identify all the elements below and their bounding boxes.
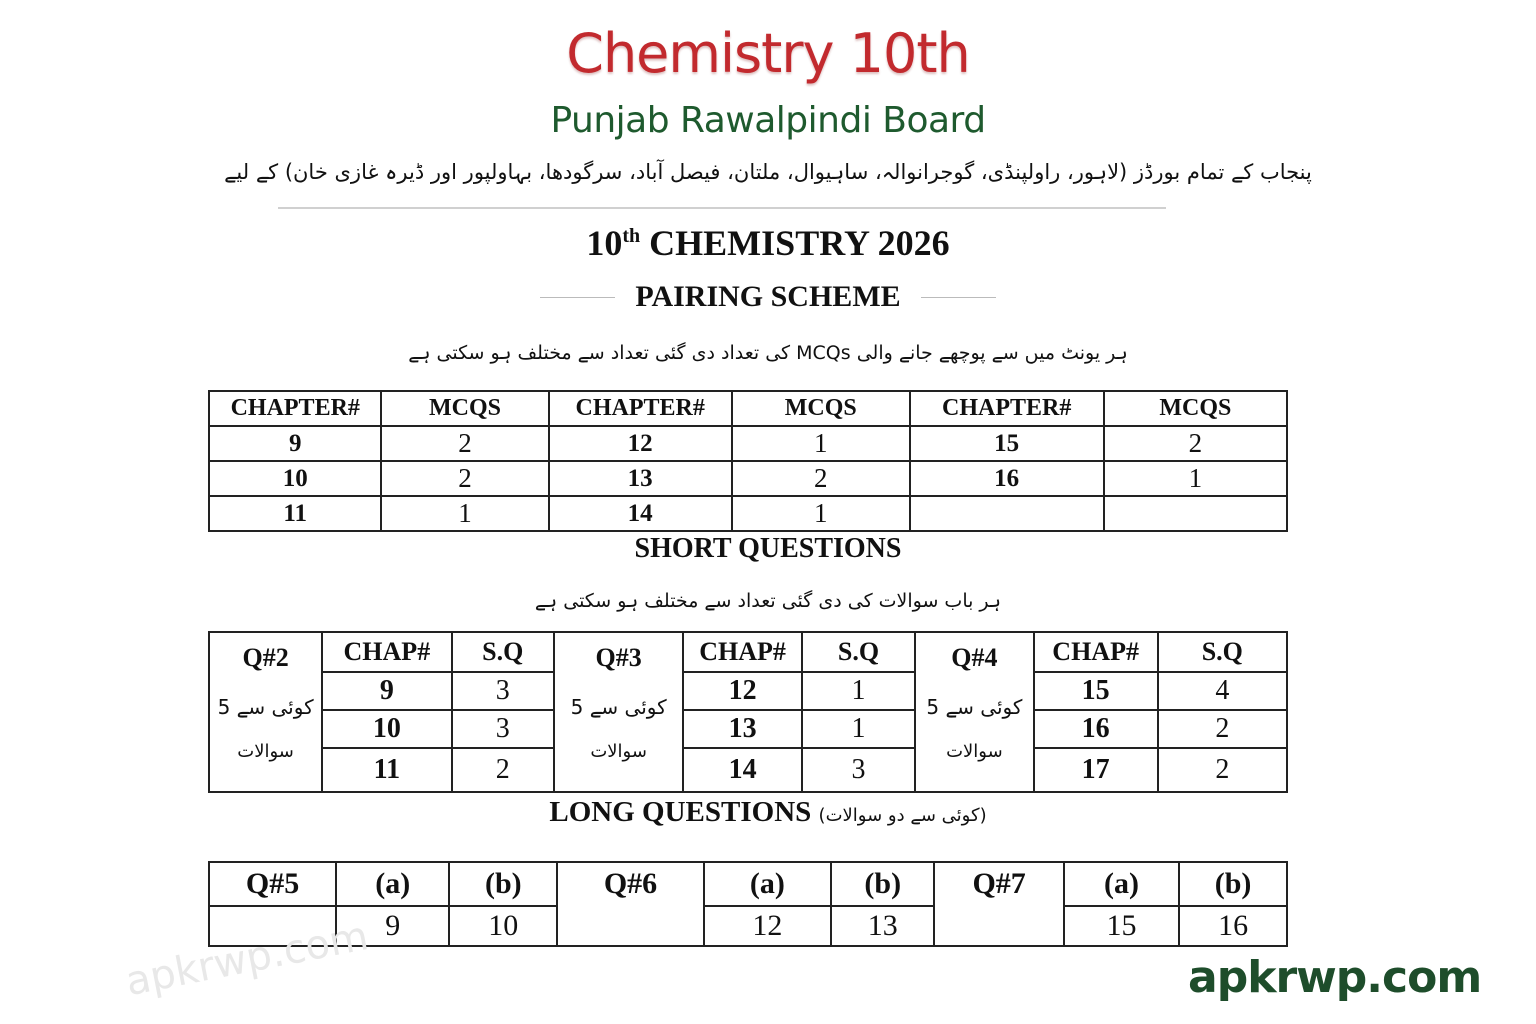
question-label: Q#2 bbox=[242, 643, 289, 672]
col-header: MCQS bbox=[732, 391, 910, 426]
question-cell-q4 bbox=[915, 632, 1034, 792]
chapter-cell: 10 bbox=[209, 461, 381, 496]
sq-count-cell: 4 bbox=[1158, 672, 1287, 710]
chapter-cell: 15 bbox=[1034, 672, 1158, 710]
chapter-cell: 14 bbox=[549, 496, 732, 531]
chapter-cell: 13 bbox=[683, 710, 802, 748]
part-b-chapter: 13 bbox=[831, 906, 934, 946]
pairing-scheme-row bbox=[0, 280, 1536, 314]
mcq-count-cell: 2 bbox=[732, 461, 910, 496]
sq-count-cell: 3 bbox=[802, 748, 915, 792]
chapter-cell: 17 bbox=[1034, 748, 1158, 792]
short-questions-heading: SHORT QUESTIONS bbox=[634, 533, 902, 564]
sq-count-cell: 2 bbox=[1158, 710, 1287, 748]
mcq-count-cell: 1 bbox=[732, 426, 910, 461]
col-header-chap: CHAP# bbox=[1034, 632, 1158, 672]
col-header-sq: S.Q bbox=[802, 632, 915, 672]
question-urdu-line1: کوئی سے 5 bbox=[570, 695, 667, 719]
divider-right bbox=[921, 297, 996, 298]
part-a-label: (a) bbox=[1064, 862, 1179, 906]
mcq-count-cell bbox=[1104, 496, 1287, 531]
mcq-note-urdu: ہر یونٹ میں سے پوچھے جانے والی MCQs کی تعداد دی گئی تعداد سے مختلف ہو سکتی ہے bbox=[408, 342, 1128, 364]
sq-count-cell: 1 bbox=[802, 710, 915, 748]
table-row bbox=[209, 496, 1287, 531]
mcq-count-cell: 2 bbox=[381, 461, 548, 496]
mcq-table bbox=[208, 390, 1288, 532]
mcq-count-cell: 1 bbox=[1104, 461, 1287, 496]
col-header: CHAPTER# bbox=[549, 391, 732, 426]
chapter-cell: 14 bbox=[683, 748, 802, 792]
table-header-row bbox=[209, 391, 1287, 426]
part-a-chapter: 9 bbox=[336, 906, 449, 946]
pairing-scheme-title: PAIRING SCHEME bbox=[635, 280, 901, 313]
chapter-cell: 13 bbox=[549, 461, 732, 496]
question-cell-q2 bbox=[209, 632, 322, 792]
chapter-cell: 10 bbox=[322, 710, 451, 748]
long-questions-title: LONG QUESTIONS bbox=[549, 796, 812, 828]
table-row bbox=[209, 748, 1287, 792]
table-row bbox=[209, 461, 1287, 496]
part-a-label: (a) bbox=[704, 862, 831, 906]
mcq-count-cell: 2 bbox=[381, 426, 548, 461]
chapter-cell: 12 bbox=[683, 672, 802, 710]
long-questions-table bbox=[208, 861, 1288, 947]
sq-count-cell: 1 bbox=[802, 672, 915, 710]
main-title: Chemistry 10th bbox=[566, 22, 970, 85]
divider-left bbox=[540, 297, 615, 298]
board-title: Punjab Rawalpindi Board bbox=[550, 100, 986, 141]
col-header-chap: CHAP# bbox=[322, 632, 451, 672]
table-row bbox=[209, 672, 1287, 710]
chapter-cell: 9 bbox=[209, 426, 381, 461]
question-label: Q#3 bbox=[595, 643, 642, 672]
chapter-cell: 16 bbox=[1034, 710, 1158, 748]
part-a-label: (a) bbox=[336, 862, 449, 906]
question-urdu-line1: کوئی سے 5 bbox=[217, 695, 314, 719]
short-questions-note-urdu: ہر باب سوالات کی دی گئی تعداد سے مختلف ہو سکتی ہے bbox=[534, 590, 1002, 612]
question-label: Q#4 bbox=[951, 643, 998, 672]
question-urdu-line2: سوالات bbox=[946, 741, 1003, 762]
chapter-cell: 11 bbox=[209, 496, 381, 531]
question-label-q6: Q#6 bbox=[557, 862, 704, 946]
part-a-chapter: 12 bbox=[704, 906, 831, 946]
chapter-cell: 9 bbox=[322, 672, 451, 710]
question-label-q7: Q#7 bbox=[934, 862, 1063, 946]
chapter-cell bbox=[910, 496, 1104, 531]
part-b-chapter: 10 bbox=[449, 906, 557, 946]
col-header: CHAPTER# bbox=[910, 391, 1104, 426]
divider bbox=[278, 207, 1166, 209]
part-b-label: (b) bbox=[1179, 862, 1287, 906]
col-header: CHAPTER# bbox=[209, 391, 381, 426]
part-a-chapter: 15 bbox=[1064, 906, 1179, 946]
sq-count-cell: 2 bbox=[1158, 748, 1287, 792]
part-b-label: (b) bbox=[831, 862, 934, 906]
document-heading bbox=[0, 222, 1536, 264]
chapter-cell: 12 bbox=[549, 426, 732, 461]
table-row bbox=[209, 426, 1287, 461]
part-b-chapter: 16 bbox=[1179, 906, 1287, 946]
table-header-row bbox=[209, 632, 1287, 672]
part-b-label: (b) bbox=[449, 862, 557, 906]
question-urdu-line2: سوالات bbox=[590, 741, 647, 762]
question-cell-q3 bbox=[554, 632, 683, 792]
sq-count-cell: 3 bbox=[452, 710, 554, 748]
long-questions-heading bbox=[0, 796, 1536, 829]
question-urdu-line2: سوالات bbox=[237, 741, 294, 762]
heading-superscript: th bbox=[622, 225, 641, 247]
mcq-count-cell: 1 bbox=[732, 496, 910, 531]
table-row bbox=[209, 906, 1287, 946]
long-questions-urdu: (کوئی سے دو سوالات) bbox=[818, 805, 987, 826]
sq-count-cell: 2 bbox=[452, 748, 554, 792]
table-row bbox=[209, 710, 1287, 748]
boards-urdu-text: پنجاب کے تمام بورڈز (لاہور، راولپنڈی، گوجرانوالہ، ساہیوال، ملتان، فیصل آباد، سرگودھا، بہاولپور اور ڈیرہ غازی خان) کے لیے bbox=[224, 160, 1312, 184]
heading-rest: CHEMISTRY 2026 bbox=[640, 223, 950, 263]
site-brand: apkrwp.com bbox=[1188, 952, 1482, 1003]
chapter-cell: 16 bbox=[910, 461, 1104, 496]
mcq-count-cell: 1 bbox=[381, 496, 548, 531]
sq-count-cell: 3 bbox=[452, 672, 554, 710]
col-header-sq: S.Q bbox=[1158, 632, 1287, 672]
mcq-count-cell: 2 bbox=[1104, 426, 1287, 461]
short-questions-table bbox=[208, 631, 1288, 793]
watermark: apkrwp.com bbox=[122, 913, 373, 1006]
col-header: MCQS bbox=[381, 391, 548, 426]
question-label-q5: Q#5 bbox=[209, 862, 336, 906]
question-urdu-line1: کوئی سے 5 bbox=[926, 695, 1023, 719]
col-header-chap: CHAP# bbox=[683, 632, 802, 672]
heading-prefix: 10 bbox=[586, 223, 623, 263]
col-header: MCQS bbox=[1104, 391, 1287, 426]
table-header-row bbox=[209, 862, 1287, 906]
col-header-sq: S.Q bbox=[452, 632, 554, 672]
chapter-cell: 11 bbox=[322, 748, 451, 792]
chapter-cell: 15 bbox=[910, 426, 1104, 461]
